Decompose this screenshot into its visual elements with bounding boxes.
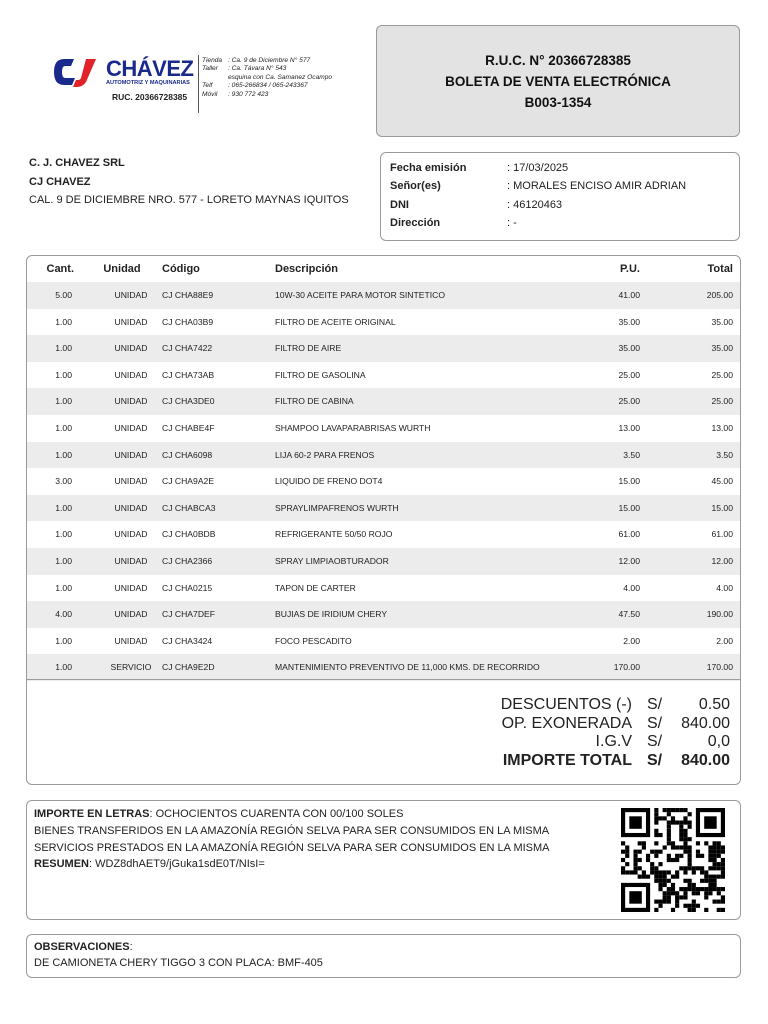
total-label: DESCUENTOS (-)	[500, 696, 632, 713]
total-label: I.G.V	[595, 733, 632, 751]
cell-unidad: UNIDAD	[114, 609, 148, 620]
cell-codigo: CJ CHA6098	[162, 449, 213, 460]
cell-descripcion: FILTRO DE ACEITE ORIGINAL	[275, 316, 396, 327]
table-row	[27, 415, 740, 442]
cell-codigo: CJ CHA7DEF	[162, 609, 216, 620]
document-header-box	[376, 25, 740, 137]
company-info	[29, 154, 349, 210]
table-row	[27, 442, 740, 469]
cell-unidad: UNIDAD	[114, 556, 148, 566]
total-currency: S/	[647, 751, 663, 769]
company-logo	[52, 52, 192, 112]
table-row	[27, 575, 740, 602]
company-trade-name: CJ CHAVEZ	[29, 175, 91, 188]
cell-descripcion: FILTRO DE AIRE	[275, 343, 342, 354]
total-value: 0,0	[707, 733, 730, 751]
customer-box	[380, 152, 740, 241]
cell-codigo: CJ CHA3424	[162, 635, 213, 646]
cell-cant: 1.00	[55, 502, 72, 513]
cell-total: 35.00	[711, 316, 733, 327]
total-currency: S/	[647, 714, 663, 732]
total-value: 840.00	[681, 751, 730, 769]
cell-descripcion: LIQUIDO DE FRENO DOT4	[275, 476, 383, 487]
resumen-line: RESUMEN: WDZ8dhAET9/jGuka1sdE0T/NIsI=	[34, 858, 265, 870]
cell-unidad: UNIDAD	[114, 635, 148, 646]
cell-codigo: CJ CHABCA3	[162, 502, 216, 513]
total-value: 840.00	[681, 714, 730, 732]
customer-dni-row: DNI : 46120463	[390, 199, 563, 211]
observations-label-line: OBSERVACIONES:	[34, 941, 133, 953]
address-line: Móvil : 930 772 423	[202, 90, 269, 98]
cell-unidad: UNIDAD	[114, 290, 148, 300]
table-row	[27, 601, 740, 628]
cell-codigo: CJ CHA9A2E	[162, 476, 215, 487]
table-row	[27, 282, 740, 309]
col-pu: P.U.	[620, 263, 640, 275]
cell-pu: 41.00	[618, 290, 640, 300]
cell-descripcion: FILTRO DE GASOLINA	[275, 369, 366, 380]
table-row	[27, 335, 740, 362]
cell-codigo: CJ CHA2366	[162, 556, 213, 566]
importe-letras-line: IMPORTE EN LETRAS: OCHOCIENTOS CUARENTA CON 00/100 SOLES	[34, 808, 404, 820]
total-label: IMPORTE TOTAL	[502, 751, 632, 769]
cell-cant: 1.00	[55, 635, 72, 646]
logo-brand: CHÁVEZ	[106, 56, 194, 81]
table-row	[27, 495, 740, 522]
table-row	[27, 362, 740, 389]
total-currency: S/	[647, 696, 663, 713]
cell-unidad: UNIDAD	[114, 502, 148, 513]
logo-ruc: RUC. 20366728385	[112, 92, 188, 102]
cell-codigo: CJ CHA0BDB	[162, 529, 216, 540]
cell-cant: 1.00	[55, 396, 72, 407]
cell-cant: 1.00	[55, 343, 72, 354]
servicios-line: SERVICIOS PRESTADOS EN LA AMAZONÍA REGIÓN SELVA PARA SER CONSUMIDOS EN LA MISMA	[34, 842, 550, 854]
cell-descripcion: REFRIGERANTE 50/50 ROJO	[275, 529, 393, 540]
cell-descripcion: TAPON DE CARTER	[275, 582, 356, 593]
cell-cant: 4.00	[55, 609, 72, 620]
cell-cant: 1.00	[55, 369, 72, 380]
col-unidad: Unidad	[103, 263, 141, 275]
cell-descripcion: SPRAY LIMPIAOBTURADOR	[275, 556, 389, 566]
cell-unidad: UNIDAD	[114, 316, 148, 327]
cell-pu: 170.00	[613, 662, 640, 673]
table-row	[27, 548, 740, 575]
cell-pu: 13.00	[618, 423, 640, 433]
col-cant: Cant.	[46, 263, 74, 275]
col-descripcion: Descripción	[275, 263, 338, 275]
address-line: Tienda : Ca. 9 de Diciembre N° 577	[202, 57, 311, 64]
cell-total: 45.00	[711, 476, 733, 487]
cell-unidad: UNIDAD	[114, 582, 148, 593]
cj-logo-icon	[52, 56, 102, 88]
cell-pu: 3.50	[623, 449, 640, 460]
cell-pu: 15.00	[618, 476, 640, 487]
table-row	[27, 468, 740, 495]
total-label: OP. EXONERADA	[501, 714, 632, 732]
cell-codigo: CJ CHA73AB	[162, 369, 215, 380]
cell-descripcion: 10W-30 ACEITE PARA MOTOR SINTETICO	[275, 290, 446, 300]
cell-codigo: CJ CHA0215	[162, 582, 213, 593]
cell-unidad: UNIDAD	[114, 369, 148, 380]
cell-total: 3.50	[716, 449, 733, 460]
observations-text: DE CAMIONETA CHERY TIGGO 3 CON PLACA: BMF-405	[34, 957, 323, 969]
cell-unidad: UNIDAD	[114, 449, 148, 460]
cell-codigo: CJ CHA9E2D	[162, 662, 215, 673]
cell-pu: 47.50	[618, 609, 640, 620]
document-number: B003-1354	[524, 94, 592, 110]
cell-unidad: UNIDAD	[114, 476, 148, 487]
cell-total: 190.00	[706, 609, 733, 620]
company-name: C. J. CHAVEZ SRL	[29, 157, 125, 169]
cell-descripcion: FILTRO DE CABINA	[275, 396, 354, 407]
total-row	[27, 696, 740, 714]
cell-pu: 35.00	[618, 316, 640, 327]
cell-unidad: UNIDAD	[114, 423, 148, 433]
cell-total: 25.00	[711, 369, 733, 380]
total-row	[27, 733, 740, 751]
cell-descripcion: LIJA 60-2 PARA FRENOS	[275, 449, 375, 460]
cell-total: 170.00	[706, 662, 733, 673]
table-row	[27, 628, 740, 655]
address-line: Taller : Ca. Távara N° 543	[202, 65, 287, 73]
customer-name-row: Señor(es) : MORALES ENCISO AMIR ADRIAN	[390, 180, 687, 192]
document-ruc: R.U.C. N° 20366728385	[485, 52, 631, 68]
cell-descripcion: SPRAYLIMPAFRENOS WURTH	[275, 502, 399, 513]
address-line: Telf : 065-266834 / 065-243367	[202, 82, 308, 90]
totals-divider	[27, 679, 740, 680]
bienes-line: BIENES TRANSFERIDOS EN LA AMAZONÍA REGIÓN SELVA PARA SER CONSUMIDOS EN LA MISMA	[34, 825, 550, 837]
cell-cant: 1.00	[55, 556, 72, 566]
logo-divider	[198, 55, 199, 113]
cell-pu: 35.00	[618, 343, 640, 354]
cell-cant: 1.00	[55, 316, 72, 327]
cell-cant: 1.00	[55, 423, 72, 433]
cell-pu: 15.00	[618, 502, 640, 513]
issue-date-row: Fecha emisión : 17/03/2025	[390, 162, 569, 174]
cell-cant: 5.00	[55, 290, 72, 300]
document-type: BOLETA DE VENTA ELECTRÓNICA	[445, 73, 671, 89]
cell-total: 12.00	[711, 556, 733, 566]
cell-total: 4.00	[716, 582, 733, 593]
cell-cant: 1.00	[55, 529, 72, 540]
cell-total: 2.00	[716, 635, 733, 646]
cell-codigo: CJ CHA3DE0	[162, 396, 215, 407]
cell-cant: 1.00	[55, 582, 72, 593]
cell-pu: 2.00	[623, 635, 640, 646]
cell-codigo: CJ CHA88E9	[162, 290, 214, 300]
table-row	[27, 654, 740, 681]
cell-total: 35.00	[711, 343, 733, 354]
table-row	[27, 309, 740, 336]
table-row	[27, 521, 740, 548]
table-row	[27, 388, 740, 415]
cell-codigo: CJ CHA03B9	[162, 316, 214, 327]
col-codigo: Código	[162, 263, 200, 275]
cell-pu: 25.00	[618, 396, 640, 407]
cell-descripcion: SHAMPOO LAVAPARABRISAS WURTH	[275, 423, 431, 433]
cell-total: 13.00	[711, 423, 733, 433]
company-address: CAL. 9 DE DICIEMBRE NRO. 577 - LORETO MAYNAS IQUITOS	[29, 194, 349, 206]
cell-pu: 12.00	[618, 556, 640, 566]
table-header	[27, 256, 740, 283]
cell-descripcion: BUJIAS DE IRIDIUM CHERY	[275, 609, 388, 620]
items-table	[26, 255, 741, 785]
total-currency: S/	[647, 733, 663, 751]
cell-total: 25.00	[711, 396, 733, 407]
total-row	[27, 715, 740, 733]
cell-cant: 1.00	[55, 662, 72, 673]
logo-tagline: AUTOMOTRIZ Y MAQUINARIAS	[106, 80, 190, 86]
cell-total: 205.00	[706, 290, 733, 300]
cell-pu: 61.00	[618, 529, 640, 540]
cell-unidad: UNIDAD	[114, 529, 148, 540]
address-line: esquina con Ca. Samanez Ocampo	[228, 73, 333, 81]
observations-box	[26, 934, 741, 978]
customer-address-row: Dirección : -	[390, 217, 517, 229]
store-address-block	[202, 57, 332, 99]
cell-total: 61.00	[711, 529, 733, 540]
cell-unidad: UNIDAD	[114, 343, 148, 354]
total-row	[27, 752, 740, 770]
cell-descripcion: MANTENIMIENTO PREVENTIVO DE 11,000 KMS. DE RECORRIDO	[275, 662, 540, 673]
total-value: 0.50	[698, 696, 730, 713]
cell-codigo: CJ CHABE4F	[162, 423, 215, 433]
cell-descripcion: FOCO PESCADITO	[275, 635, 352, 646]
cell-total: 15.00	[711, 502, 733, 513]
amount-in-words-box	[26, 800, 741, 920]
cell-cant: 1.00	[55, 449, 72, 460]
cell-pu: 4.00	[623, 582, 640, 593]
cell-unidad: SERVICIO	[110, 662, 152, 673]
qr-code-icon	[621, 808, 725, 912]
col-total: Total	[707, 263, 733, 275]
cell-cant: 3.00	[55, 476, 72, 487]
cell-unidad: UNIDAD	[114, 396, 148, 407]
cell-pu: 25.00	[618, 369, 640, 380]
cell-codigo: CJ CHA7422	[162, 343, 213, 354]
